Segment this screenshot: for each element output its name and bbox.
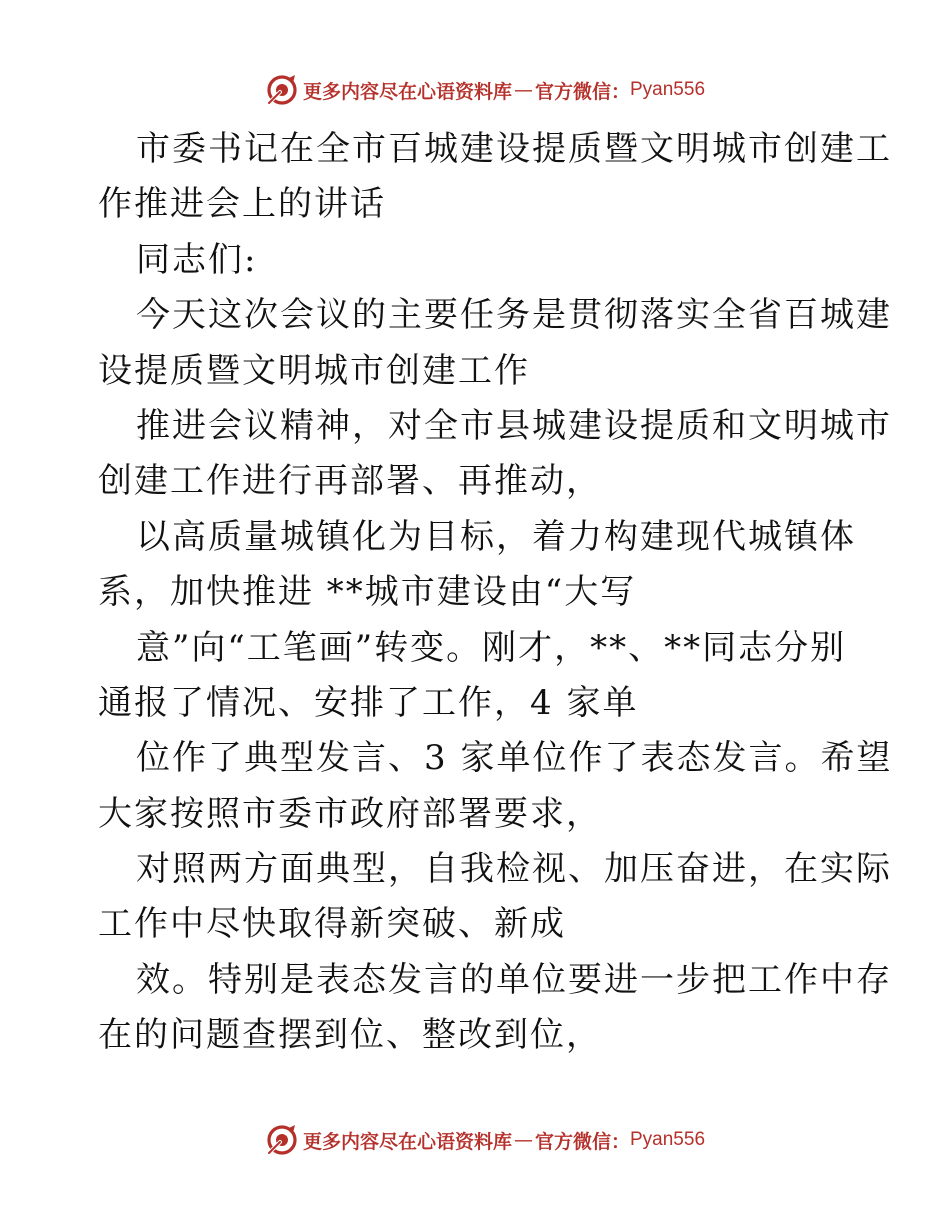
text-line: 大家按照市委市政府部署要求， bbox=[98, 793, 602, 834]
text-line: 设提质暨文明城市创建工作 bbox=[98, 350, 530, 391]
banner-wechat-label: 官方微信： bbox=[534, 1130, 630, 1153]
text-line: 在的问题查摆到位、整改到位， bbox=[98, 1015, 602, 1056]
pen-logo-icon bbox=[265, 1123, 299, 1157]
header-banner-content bbox=[265, 73, 705, 107]
banner-wechat-label: 官方微信： bbox=[534, 80, 630, 103]
banner-main-text: 更多内容尽在心语资料库 bbox=[302, 1130, 512, 1153]
pen-logo-icon bbox=[265, 73, 299, 107]
footer-banner-content bbox=[265, 1123, 705, 1157]
banner-wechat-id: Pyan556 bbox=[630, 79, 706, 100]
text-line: 以高质量城镇化为目标，着力构建现代城镇体 bbox=[136, 516, 856, 557]
text-line: 效。特别是表态发言的单位要进一步把工作中存 bbox=[136, 959, 892, 1000]
text-line: 工作中尽快取得新突破、新成 bbox=[98, 904, 566, 945]
banner-wechat-id: Pyan556 bbox=[630, 1129, 706, 1150]
text-line: 市委书记在全市百城建设提质暨文明城市创建工 bbox=[136, 129, 892, 169]
footer-banner bbox=[0, 1120, 950, 1160]
header-banner bbox=[0, 70, 950, 110]
text-line: 推进会议精神，对全市县城建设提质和文明城市 bbox=[136, 405, 892, 446]
text-line: 系，加快推进 **城市建设由“大写 bbox=[98, 572, 637, 613]
text-line: 今天这次会议的主要任务是贯彻落实全省百城建 bbox=[136, 295, 892, 336]
banner-dash: — bbox=[513, 79, 533, 101]
text-line: 同志们: bbox=[136, 239, 258, 280]
text-line: 创建工作进行再部署、再推动， bbox=[98, 461, 602, 502]
banner-dash: — bbox=[513, 1129, 533, 1151]
text-line: 作推进会上的讲话 bbox=[98, 184, 386, 225]
document-body bbox=[98, 122, 893, 1064]
text-line: 通报了情况、安排了工作，4 家单 bbox=[98, 682, 639, 723]
text-line: 意”向“工笔画”转变。刚才，**、**同志分别 bbox=[136, 627, 847, 668]
banner-main-text: 更多内容尽在心语资料库 bbox=[302, 80, 512, 103]
text-line: 对照两方面典型，自我检视、加压奋进，在实际 bbox=[136, 849, 892, 890]
text-line: 位作了典型发言、3 家单位作了表态发言。希望 bbox=[136, 738, 893, 779]
